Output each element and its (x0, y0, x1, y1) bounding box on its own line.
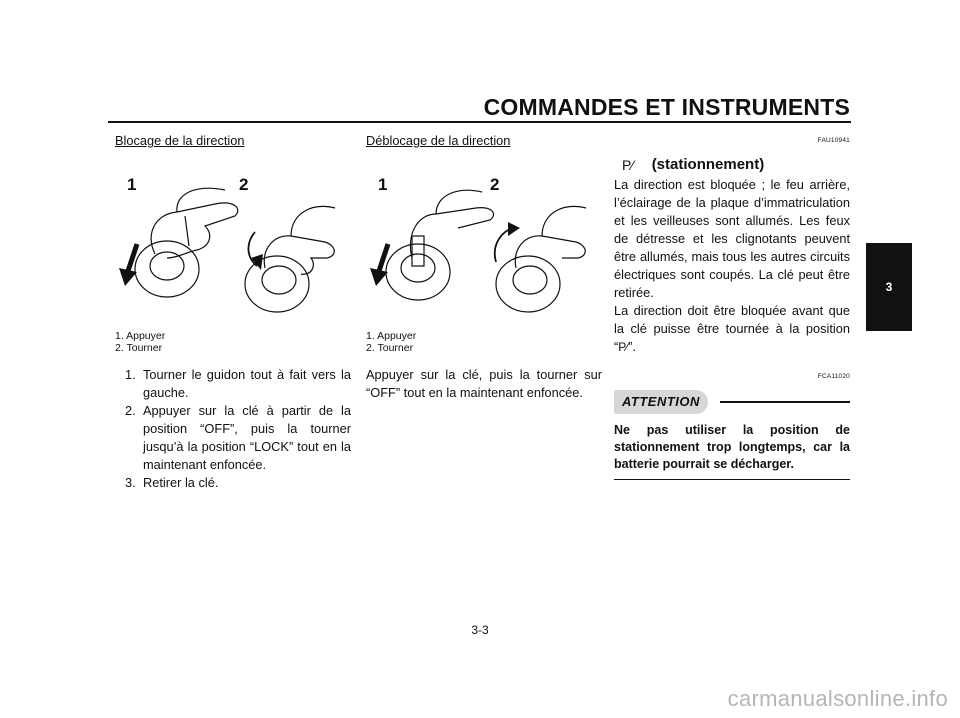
paragraph-text: La direction doit être bloquée avant que la clé puisse être tournée à la position “ (614, 303, 850, 354)
lock-steps (115, 366, 351, 492)
step-number: 3. (125, 475, 136, 490)
attention-rule (720, 401, 850, 403)
attention-header (614, 390, 850, 414)
parking-heading (614, 156, 850, 174)
figure-label-2: 2 (490, 175, 500, 194)
page-number: 3-3 (471, 623, 489, 637)
parking-paragraph: La direction est bloquée ; le feu arrière, l’éclairage de la plaque d’immatriculation et les veilleuses sont allumés. Les feux de détresse et les clignotants peuvent être allumés, mais tous les autres circuits électriques sont coupés. La clé peut être retirée. (614, 177, 850, 300)
step-number: 1. (125, 367, 136, 382)
warning-text: Ne pas utiliser la position de stationnement trop longtemps, car la batterie pourrait se décharger. (614, 422, 850, 480)
lock-illustration (115, 154, 351, 324)
header-rule (108, 121, 851, 123)
parking-paragraph-2 (614, 302, 850, 356)
unlock-illustration (366, 154, 602, 324)
step-item (115, 366, 351, 402)
unlock-heading: Déblocage de la direction (366, 133, 511, 148)
lock-heading: Blocage de la direction (115, 133, 245, 148)
step-item (115, 402, 351, 474)
unlock-figure (366, 154, 602, 324)
figure-label-1: 1 (378, 175, 388, 194)
chapter-tab: 3 (866, 243, 912, 331)
parking-heading-text: (stationnement) (651, 156, 765, 173)
step-text: Tourner le guidon tout à fait vers la gauche. (143, 367, 351, 400)
step-item (115, 474, 351, 492)
step-text: Appuyer sur la clé à partir de la position “OFF”, puis la tourner jusqu’à la position “LOCK” tout en la maintenant enfoncée. (143, 403, 351, 472)
caption-item: 2. Tourner (366, 342, 414, 354)
caution-code: FCA11020 (817, 373, 850, 380)
step-text: Retirer la clé. (143, 475, 219, 490)
unlock-section (366, 132, 602, 402)
caption-item: 1. Appuyer (366, 330, 417, 342)
figure-label-1: 1 (127, 175, 137, 194)
figure-label-2: 2 (239, 175, 249, 194)
parking-section (614, 132, 850, 480)
parking-icon: P⁄ (618, 340, 629, 354)
unlock-captions (366, 330, 602, 354)
attention-badge: ATTENTION (614, 390, 708, 414)
lock-section (115, 132, 351, 492)
parking-icon: P⁄ (622, 157, 634, 173)
unlock-paragraph: Appuyer sur la clé, puis la tourner sur “OFF” tout en la maintenant enfoncée. (366, 367, 602, 400)
watermark: carmanualsonline.info (727, 686, 948, 711)
section-code: FAU10941 (817, 137, 850, 144)
page-title: COMMANDES ET INSTRUMENTS (483, 94, 850, 120)
caption-item: 2. Tourner (115, 342, 163, 354)
paragraph-text: ”. (628, 339, 637, 354)
lock-figure (115, 154, 351, 324)
step-number: 2. (125, 403, 136, 418)
caption-item: 1. Appuyer (115, 330, 166, 342)
lock-captions (115, 330, 351, 354)
